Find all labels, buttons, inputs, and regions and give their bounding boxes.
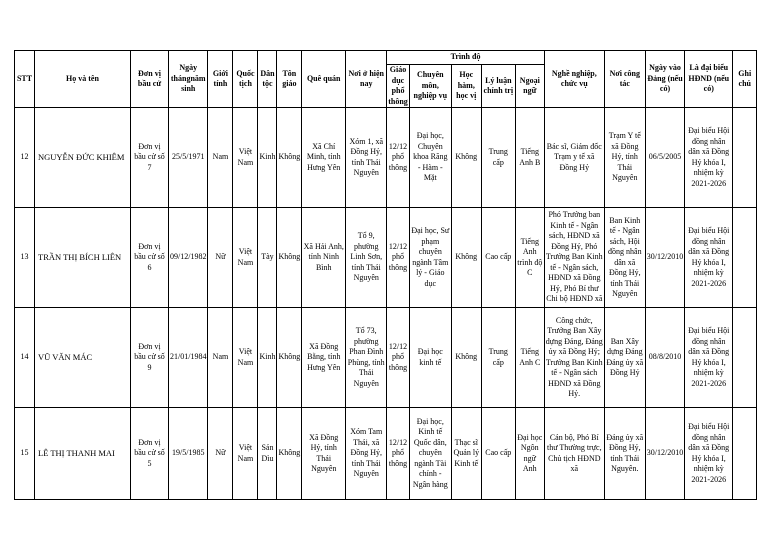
header-unit: Đơn vị bầu cử (131, 51, 169, 108)
cell-political-theory: Trung cấp (481, 308, 515, 408)
cell-stt: 15 (15, 408, 35, 500)
cell-general-education: 12/12 phổ thông (387, 108, 410, 208)
header-nationality: Quốc tịch (233, 51, 258, 108)
cell-religion: Không (277, 308, 302, 408)
cell-religion: Không (277, 108, 302, 208)
cell-specialty: Đại học, Chuyên khoa Răng - Hàm - Mặt (409, 108, 451, 208)
cell-foreign-language: Tiếng Anh C (515, 308, 544, 408)
cell-ethnicity: Kinh (258, 308, 277, 408)
cell-name: LÊ THỊ THANH MAI (35, 408, 131, 500)
table-row (15, 408, 757, 500)
cell-notes (733, 308, 757, 408)
cell-specialty: Đại học, Sư phạm chuyên ngành Tâm lý - Giáo dục (409, 208, 451, 308)
cell-gender: Nam (208, 308, 233, 408)
header-name: Họ và tên (35, 51, 131, 108)
header-general-education: Giáo dục phổ thông (388, 65, 408, 106)
cell-ethnicity: Tày (258, 208, 277, 308)
header-education-group: Trình độ (387, 51, 545, 65)
cell-notes (733, 208, 757, 308)
cell-specialty: Đại học kinh tế (409, 308, 451, 408)
cell-name: VŨ VĂN MÁC (35, 308, 131, 408)
cell-workplace: Đảng ủy xã Đồng Hỷ, tỉnh Thái Nguyên. (604, 408, 645, 500)
cell-foreign-language: Đại học Ngôn ngữ Anh (515, 408, 544, 500)
cell-residence: Tổ 73, phường Phan Đình Phùng, tỉnh Thái Nguyên (346, 308, 387, 408)
cell-birthdate: 09/12/1982 (169, 208, 208, 308)
cell-party-date: 30/12/2010 (645, 208, 684, 308)
header-degree: Học hàm, học vị (451, 65, 481, 108)
cell-name: NGUYỄN ĐỨC KHIÊM (35, 108, 131, 208)
header-political-theory: Lý luận chính trị (481, 65, 515, 108)
cell-general-education: 12/12 phổ thông (387, 208, 410, 308)
cell-stt: 14 (15, 308, 35, 408)
cell-council-delegate: Đại biểu Hội đồng nhân dân xã Đồng Hỷ khóa I, nhiệm kỳ 2021-2026 (685, 208, 733, 308)
cell-political-theory: Cao cấp (481, 408, 515, 500)
cell-council-delegate: Đại biểu Hội đồng nhân dân xã Đồng Hỷ khóa I, nhiệm kỳ 2021-2026 (685, 108, 733, 208)
cell-hometown: Xã Chí Minh, tỉnh Hưng Yên (302, 108, 346, 208)
cell-hometown: Xã Hải Anh, tỉnh Ninh Bình (302, 208, 346, 308)
cell-gender: Nữ (208, 408, 233, 500)
header-ethnicity: Dân tộc (258, 51, 277, 108)
cell-ethnicity: Kinh (258, 108, 277, 208)
cell-stt: 13 (15, 208, 35, 308)
cell-nationality: Việt Nam (233, 208, 258, 308)
cell-hometown: Xã Đồng Hỷ, tỉnh Thái Nguyên (302, 408, 346, 500)
table-row (15, 308, 757, 408)
cell-birthdate: 21/01/1984 (169, 308, 208, 408)
cell-specialty: Đại học, Kinh tế Quốc dân, chuyên ngành Tài chính - Ngân hàng (409, 408, 451, 500)
cell-party-date: 06/5/2005 (645, 108, 684, 208)
cell-unit: Đơn vị bầu cử số 5 (131, 408, 169, 500)
cell-general-education: 12/12 phổ thông (387, 408, 410, 500)
table-row (15, 208, 757, 308)
cell-hometown: Xã Đồng Bằng, tỉnh Hưng Yên (302, 308, 346, 408)
cell-occupation: Bác sĩ, Giám đốc Trạm y tế xã Đồng Hỷ (544, 108, 604, 208)
header-party-date: Ngày vào Đảng (nếu có) (645, 51, 684, 108)
cell-ethnicity: Sán Dìu (258, 408, 277, 500)
header-gender: Giới tính (208, 51, 233, 108)
cell-nationality: Việt Nam (233, 408, 258, 500)
cell-council-delegate: Đại biểu Hội đồng nhân dân xã Đồng Hỷ khóa I, nhiệm kỳ 2021-2026 (685, 408, 733, 500)
cell-gender: Nam (208, 108, 233, 208)
header-residence: Nơi ở hiện nay (346, 51, 387, 108)
cell-residence: Xóm 1, xã Đồng Hỷ, tỉnh Thái Nguyên (346, 108, 387, 208)
cell-religion: Không (277, 408, 302, 500)
cell-foreign-language: Tiếng Anh trình độ C (515, 208, 544, 308)
cell-political-theory: Cao cấp (481, 208, 515, 308)
cell-birthdate: 25/5/1971 (169, 108, 208, 208)
cell-unit: Đơn vị bầu cử số 6 (131, 208, 169, 308)
cell-notes (733, 108, 757, 208)
table-row (15, 108, 757, 208)
cell-occupation: Cán bộ, Phó Bí thư Thường trực, Chủ tịch HĐND xã (544, 408, 604, 500)
cell-occupation: Công chức, Trưởng Ban Xây dựng Đảng, Đảng ủy xã Đồng Hỷ; Trưởng Ban Kinh tế - Ngân sách HĐND xã Đồng Hỷ. (544, 308, 604, 408)
header-birthdate: Ngày thángnăm sinh (169, 51, 208, 108)
cell-degree: Không (451, 208, 481, 308)
cell-foreign-language: Tiếng Anh B (515, 108, 544, 208)
cell-workplace: Ban Kinh tế - Ngân sách, Hội đồng nhân dân xã Đồng Hỷ, tỉnh Thái Nguyên (604, 208, 645, 308)
cell-workplace: Trạm Y tế xã Đồng Hỷ, tỉnh Thái Nguyên (604, 108, 645, 208)
header-council-delegate: Là đại biểu HĐND (nếu có) (685, 51, 733, 108)
cell-workplace: Ban Xây dựng Đảng Đảng ủy xã Đồng Hỷ (604, 308, 645, 408)
cell-name: TRẦN THỊ BÍCH LIÊN (35, 208, 131, 308)
header-notes: Ghi chú (733, 51, 757, 108)
cell-unit: Đơn vị bầu cử số 9 (131, 308, 169, 408)
header-stt: STT (15, 51, 35, 108)
cell-residence: Xóm Tam Thái, xã Đồng Hỷ, tỉnh Thái Nguyên (346, 408, 387, 500)
header-hometown: Quê quán (302, 51, 346, 108)
cell-notes (733, 408, 757, 500)
cell-council-delegate: Đại biểu Hội đồng nhân dân xã Đồng Hỷ khóa I, nhiệm kỳ 2021-2026 (685, 308, 733, 408)
cell-unit: Đơn vị bầu cử số 7 (131, 108, 169, 208)
header-foreign-language: Ngoại ngữ (515, 65, 544, 108)
cell-political-theory: Trung cấp (481, 108, 515, 208)
cell-occupation: Phó Trưởng ban Kinh tế - Ngân sách, HĐND xã Đồng Hỷ, Phó Trưởng Ban Kinh tế - Ngân sách, HĐND xã Đồng Hỷ, Phó Bí thư Chi bộ HĐND xã (544, 208, 604, 308)
cell-stt: 12 (15, 108, 35, 208)
cell-degree: Không (451, 108, 481, 208)
candidate-table (14, 50, 757, 500)
cell-party-date: 30/12/2010 (645, 408, 684, 500)
cell-general-education: 12/12 phổ thông (387, 308, 410, 408)
header-specialty: Chuyên môn, nghiệp vụ (409, 65, 451, 108)
cell-degree: Thạc sĩ Quản lý Kinh tế (451, 408, 481, 500)
cell-party-date: 08/8/2010 (645, 308, 684, 408)
cell-birthdate: 19/5/1985 (169, 408, 208, 500)
cell-nationality: Việt Nam (233, 308, 258, 408)
header-workplace: Nơi công tác (604, 51, 645, 108)
cell-religion: Không (277, 208, 302, 308)
header-occupation: Nghề nghiệp, chức vụ (544, 51, 604, 108)
header-religion: Tôn giáo (277, 51, 302, 108)
cell-gender: Nữ (208, 208, 233, 308)
cell-nationality: Việt Nam (233, 108, 258, 208)
cell-residence: Tổ 9, phường Linh Sơn, tỉnh Thái Nguyên (346, 208, 387, 308)
cell-degree: Không (451, 308, 481, 408)
